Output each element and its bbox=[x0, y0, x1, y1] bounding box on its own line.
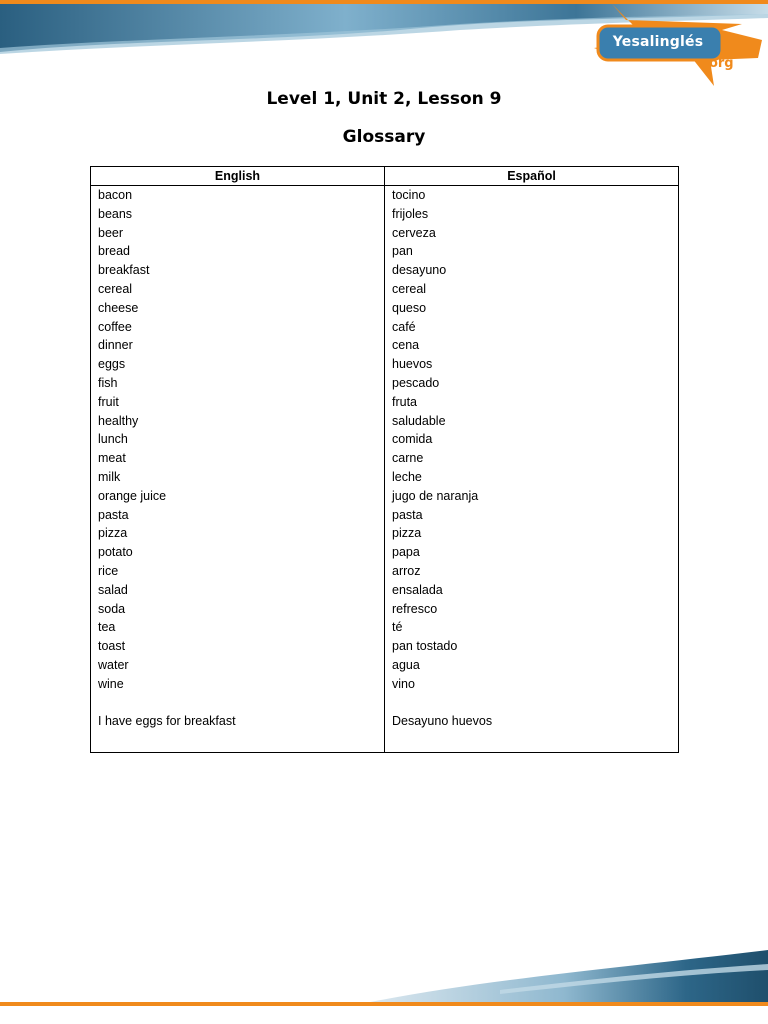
english-term: soda bbox=[98, 601, 126, 616]
table-header-row bbox=[91, 167, 679, 186]
spanish-term: pizza bbox=[392, 526, 422, 541]
english-term: meat bbox=[98, 451, 126, 466]
spanish-term: té bbox=[392, 620, 403, 635]
english-term: fruit bbox=[98, 394, 119, 409]
english-term: tea bbox=[98, 620, 116, 635]
spanish-term: cena bbox=[392, 338, 420, 353]
english-term: orange juice bbox=[98, 488, 167, 503]
spanish-term: pan bbox=[392, 244, 413, 259]
spanish-term: pan tostado bbox=[392, 639, 458, 654]
spanish-term: refresco bbox=[392, 601, 438, 616]
spanish-term: queso bbox=[392, 300, 427, 315]
spanish-term: frijoles bbox=[392, 206, 429, 221]
spanish-term: leche bbox=[392, 469, 422, 484]
spanish-term: carne bbox=[392, 451, 424, 466]
example-sentence-spanish: Desayuno huevos bbox=[392, 714, 493, 729]
glossary-table bbox=[90, 166, 679, 753]
spanish-term: cereal bbox=[392, 281, 427, 296]
english-term: pasta bbox=[98, 507, 129, 522]
spanish-term: pasta bbox=[392, 507, 423, 522]
english-term: cheese bbox=[98, 300, 139, 315]
english-term: bacon bbox=[98, 188, 133, 202]
spanish-term: café bbox=[392, 319, 416, 334]
glossary-title: Glossary bbox=[342, 127, 426, 147]
spanish-term: cerveza bbox=[392, 225, 436, 240]
spanish-term: saludable bbox=[392, 413, 446, 428]
english-term: salad bbox=[98, 582, 128, 597]
english-term: toast bbox=[98, 639, 126, 654]
column-header-english: English bbox=[91, 167, 385, 186]
english-term: fish bbox=[98, 375, 118, 390]
spanish-term: tocino bbox=[392, 188, 426, 202]
spanish-term: pescado bbox=[392, 375, 440, 390]
spanish-term: vino bbox=[392, 676, 415, 691]
english-term: wine bbox=[98, 676, 124, 691]
spanish-term: desayuno bbox=[392, 263, 447, 278]
english-term: breakfast bbox=[98, 263, 150, 278]
english-term: dinner bbox=[98, 338, 133, 353]
english-term: healthy bbox=[98, 413, 139, 428]
spanish-term: huevos bbox=[392, 357, 433, 372]
english-term: cereal bbox=[98, 281, 133, 296]
lesson-title: Level 1, Unit 2, Lesson 9 bbox=[266, 89, 502, 109]
english-term: lunch bbox=[98, 432, 128, 447]
english-term: eggs bbox=[98, 357, 126, 372]
espanol-column bbox=[385, 186, 679, 753]
spanish-term: arroz bbox=[392, 563, 421, 578]
spanish-term: ensalada bbox=[392, 582, 443, 597]
english-term: beans bbox=[98, 206, 133, 221]
column-header-espanol: Español bbox=[385, 167, 679, 186]
logo-tld: .org bbox=[704, 56, 734, 71]
english-column bbox=[91, 186, 385, 753]
logo-text: Yesalinglés bbox=[612, 34, 704, 50]
english-term: pizza bbox=[98, 526, 128, 541]
bottom-banner bbox=[0, 940, 768, 1024]
english-term: milk bbox=[98, 469, 121, 484]
example-sentence-english: I have eggs for breakfast bbox=[98, 714, 236, 729]
english-term: potato bbox=[98, 545, 133, 560]
blank-line bbox=[98, 694, 384, 713]
english-term: water bbox=[98, 657, 129, 672]
blank-line bbox=[392, 694, 678, 713]
spanish-term: jugo de naranja bbox=[392, 488, 479, 503]
spanish-term: papa bbox=[392, 545, 420, 560]
english-term: rice bbox=[98, 563, 119, 578]
spanish-term: agua bbox=[392, 657, 420, 672]
english-term: beer bbox=[98, 225, 124, 240]
english-term: bread bbox=[98, 244, 130, 259]
spanish-term: fruta bbox=[392, 394, 418, 409]
spanish-term: comida bbox=[392, 432, 433, 447]
english-term: coffee bbox=[98, 319, 132, 334]
